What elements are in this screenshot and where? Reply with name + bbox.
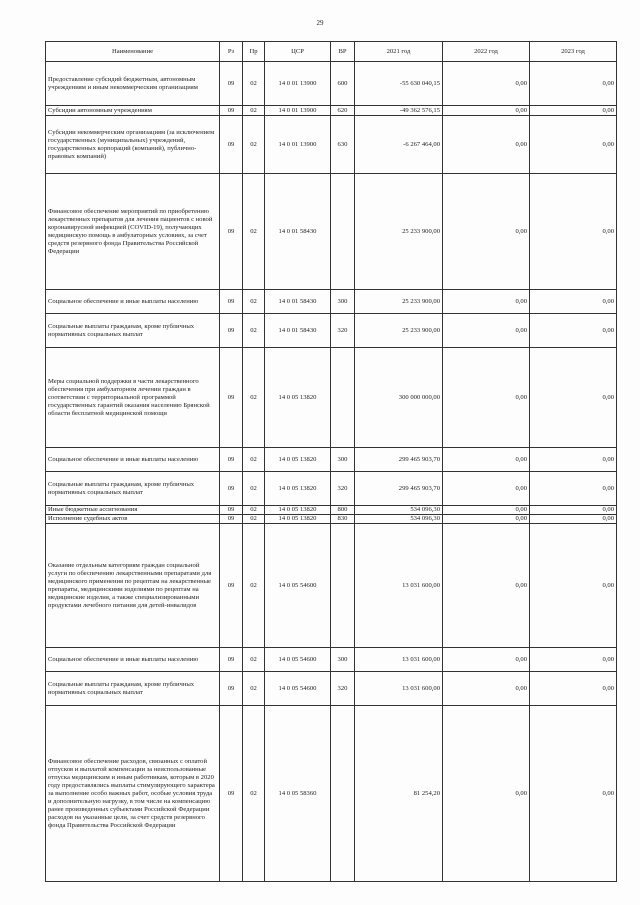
row-name: Социальные выплаты гражданам, кроме публичных нормативных социальных выплат <box>46 472 220 506</box>
row-2021: 13 031 600,00 <box>355 672 443 706</box>
row-2022: 0,00 <box>443 706 530 882</box>
table-row <box>46 515 617 524</box>
row-csr: 14 0 05 13820 <box>265 348 331 448</box>
row-2022: 0,00 <box>443 472 530 506</box>
row-2022: 0,00 <box>443 348 530 448</box>
row-2021: 25 233 900,00 <box>355 314 443 348</box>
row-csr: 14 0 05 54600 <box>265 648 331 672</box>
row-2022: 0,00 <box>443 290 530 314</box>
row-pr: 02 <box>243 472 265 506</box>
row-rz: 09 <box>220 472 243 506</box>
row-rz: 09 <box>220 348 243 448</box>
row-pr: 02 <box>243 314 265 348</box>
row-csr: 14 0 01 13900 <box>265 116 331 174</box>
table-row <box>46 672 617 706</box>
row-2021: -49 362 576,15 <box>355 106 443 116</box>
row-2021: 299 465 903,70 <box>355 448 443 472</box>
row-rz: 09 <box>220 174 243 290</box>
row-vr: 320 <box>331 672 355 706</box>
row-pr: 02 <box>243 106 265 116</box>
row-rz: 09 <box>220 106 243 116</box>
row-csr: 14 0 01 13900 <box>265 106 331 116</box>
row-2022: 0,00 <box>443 106 530 116</box>
table-row <box>46 174 617 290</box>
row-pr: 02 <box>243 706 265 882</box>
row-2023: 0,00 <box>530 448 617 472</box>
row-pr: 02 <box>243 62 265 106</box>
row-csr: 14 0 01 58430 <box>265 290 331 314</box>
row-name: Меры социальной поддержки в части лекарственного обеспечения при амбулаторном лечении граждан в соответствии с территориальной программой государственных гарантий оказания населению Брянской области бесплатной медицинской помощи <box>46 348 220 448</box>
row-rz: 09 <box>220 448 243 472</box>
row-csr: 14 0 05 54600 <box>265 672 331 706</box>
table-row <box>46 290 617 314</box>
row-2022: 0,00 <box>443 314 530 348</box>
row-rz: 09 <box>220 62 243 106</box>
row-2023: 0,00 <box>530 290 617 314</box>
row-rz: 09 <box>220 648 243 672</box>
row-2023: 0,00 <box>530 706 617 882</box>
row-2023: 0,00 <box>530 314 617 348</box>
row-name: Оказание отдельным категориям граждан социальной услуги по обеспечению лекарственными препаратами для медицинского применения по рецептам на лекарственные препараты, медицинскими изделиями по рецептам на медицинские изделия, а также специализированными продуктами лечебного питания для детей-инвалидов <box>46 524 220 648</box>
row-rz: 09 <box>220 290 243 314</box>
row-pr: 02 <box>243 524 265 648</box>
header-name: Наименование <box>46 42 220 62</box>
row-2021: 299 465 903,70 <box>355 472 443 506</box>
row-vr <box>331 524 355 648</box>
table-row <box>46 448 617 472</box>
row-rz: 09 <box>220 314 243 348</box>
row-vr: 800 <box>331 506 355 515</box>
row-2022: 0,00 <box>443 515 530 524</box>
row-2022: 0,00 <box>443 62 530 106</box>
row-name: Предоставление субсидий бюджетным, автономным учреждениям и иным некоммерческим организациям <box>46 62 220 106</box>
table-row <box>46 348 617 448</box>
row-pr: 02 <box>243 448 265 472</box>
row-2023: 0,00 <box>530 506 617 515</box>
row-rz: 09 <box>220 706 243 882</box>
row-2022: 0,00 <box>443 448 530 472</box>
row-csr: 14 0 05 13820 <box>265 506 331 515</box>
table-row <box>46 116 617 174</box>
table-row <box>46 706 617 882</box>
row-csr: 14 0 05 54600 <box>265 524 331 648</box>
row-vr: 320 <box>331 314 355 348</box>
row-name: Субсидии некоммерческим организациям (за исключением государственных (муниципальных) учреждений, государственных корпораций (компаний), публично-правовых компаний) <box>46 116 220 174</box>
row-2021: 81 254,20 <box>355 706 443 882</box>
row-2023: 0,00 <box>530 472 617 506</box>
table-row <box>46 506 617 515</box>
row-2023: 0,00 <box>530 672 617 706</box>
row-2021: 25 233 900,00 <box>355 290 443 314</box>
row-pr: 02 <box>243 174 265 290</box>
row-rz: 09 <box>220 515 243 524</box>
row-csr: 14 0 01 13900 <box>265 62 331 106</box>
row-vr <box>331 174 355 290</box>
row-2021: 13 031 600,00 <box>355 524 443 648</box>
row-vr: 300 <box>331 648 355 672</box>
table-row <box>46 648 617 672</box>
row-csr: 14 0 05 13820 <box>265 515 331 524</box>
row-name: Исполнение судебных актов <box>46 515 220 524</box>
row-vr: 320 <box>331 472 355 506</box>
row-name: Финансовое обеспечение расходов, связанных с оплатой отпусков и выплатой компенсации за неиспользованные отпуска медицинским и иным работникам, которым в 2020 году предоставлялись выплаты стимулирующего характера за выполнение особо важных работ, особые условия труда и дополнительную нагрузку, в том числе на компенсацию ранее произведенных субъектами Российской Федерации расходов на указанные цели, за счет средств резервного фонда Правительства Российской Федерации <box>46 706 220 882</box>
table-row <box>46 472 617 506</box>
row-pr: 02 <box>243 515 265 524</box>
row-pr: 02 <box>243 116 265 174</box>
row-name: Социальное обеспечение и иные выплаты населению <box>46 648 220 672</box>
row-name: Иные бюджетные ассигнования <box>46 506 220 515</box>
row-rz: 09 <box>220 524 243 648</box>
row-2021: 13 031 600,00 <box>355 648 443 672</box>
row-pr: 02 <box>243 672 265 706</box>
header-vr: ВР <box>331 42 355 62</box>
row-2023: 0,00 <box>530 116 617 174</box>
row-name: Субсидии автономным учреждениям <box>46 106 220 116</box>
row-2021: -55 630 040,15 <box>355 62 443 106</box>
row-2022: 0,00 <box>443 524 530 648</box>
row-vr: 300 <box>331 448 355 472</box>
row-rz: 09 <box>220 506 243 515</box>
row-rz: 09 <box>220 672 243 706</box>
row-2023: 0,00 <box>530 174 617 290</box>
table-row <box>46 106 617 116</box>
row-vr: 830 <box>331 515 355 524</box>
header-rz: Рз <box>220 42 243 62</box>
row-pr: 02 <box>243 348 265 448</box>
row-pr: 02 <box>243 290 265 314</box>
row-csr: 14 0 01 58430 <box>265 174 331 290</box>
row-2021: 534 096,30 <box>355 515 443 524</box>
row-name: Социальное обеспечение и иные выплаты населению <box>46 290 220 314</box>
row-vr: 630 <box>331 116 355 174</box>
row-2023: 0,00 <box>530 106 617 116</box>
row-2022: 0,00 <box>443 648 530 672</box>
row-2022: 0,00 <box>443 506 530 515</box>
row-name: Социальное обеспечение и иные выплаты населению <box>46 448 220 472</box>
row-2022: 0,00 <box>443 116 530 174</box>
row-2023: 0,00 <box>530 62 617 106</box>
table-header-row <box>46 42 617 62</box>
row-csr: 14 0 05 13820 <box>265 472 331 506</box>
row-vr: 600 <box>331 62 355 106</box>
header-2022: 2022 год <box>443 42 530 62</box>
page-number: 29 <box>316 19 324 27</box>
header-csr: ЦСР <box>265 42 331 62</box>
row-2021: 534 096,30 <box>355 506 443 515</box>
header-2021: 2021 год <box>355 42 443 62</box>
row-csr: 14 0 01 58430 <box>265 314 331 348</box>
row-pr: 02 <box>243 648 265 672</box>
row-2023: 0,00 <box>530 648 617 672</box>
row-rz: 09 <box>220 116 243 174</box>
budget-table <box>45 41 617 882</box>
row-csr: 14 0 05 58360 <box>265 706 331 882</box>
row-vr <box>331 348 355 448</box>
row-2023: 0,00 <box>530 515 617 524</box>
row-name: Социальные выплаты гражданам, кроме публичных нормативных социальных выплат <box>46 672 220 706</box>
row-name: Социальные выплаты гражданам, кроме публичных нормативных социальных выплат <box>46 314 220 348</box>
row-csr: 14 0 05 13820 <box>265 448 331 472</box>
row-vr <box>331 706 355 882</box>
row-vr: 620 <box>331 106 355 116</box>
row-pr: 02 <box>243 506 265 515</box>
table-row <box>46 314 617 348</box>
row-name: Финансовое обеспечение мероприятий по приобретению лекарственных препаратов для лечения пациентов с новой коронавирусной инфекцией (COVID-19), получающих медицинскую помощь в амбулаторных условиях, за счет средств резервного фонда Правительства Российской Федерации <box>46 174 220 290</box>
row-vr: 300 <box>331 290 355 314</box>
row-2021: 25 233 900,00 <box>355 174 443 290</box>
row-2021: 300 000 000,00 <box>355 348 443 448</box>
header-2023: 2023 год <box>530 42 617 62</box>
row-2021: -6 267 464,00 <box>355 116 443 174</box>
row-2022: 0,00 <box>443 174 530 290</box>
table-row <box>46 524 617 648</box>
header-pr: Пр <box>243 42 265 62</box>
row-2022: 0,00 <box>443 672 530 706</box>
table-row <box>46 62 617 106</box>
row-2023: 0,00 <box>530 524 617 648</box>
row-2023: 0,00 <box>530 348 617 448</box>
